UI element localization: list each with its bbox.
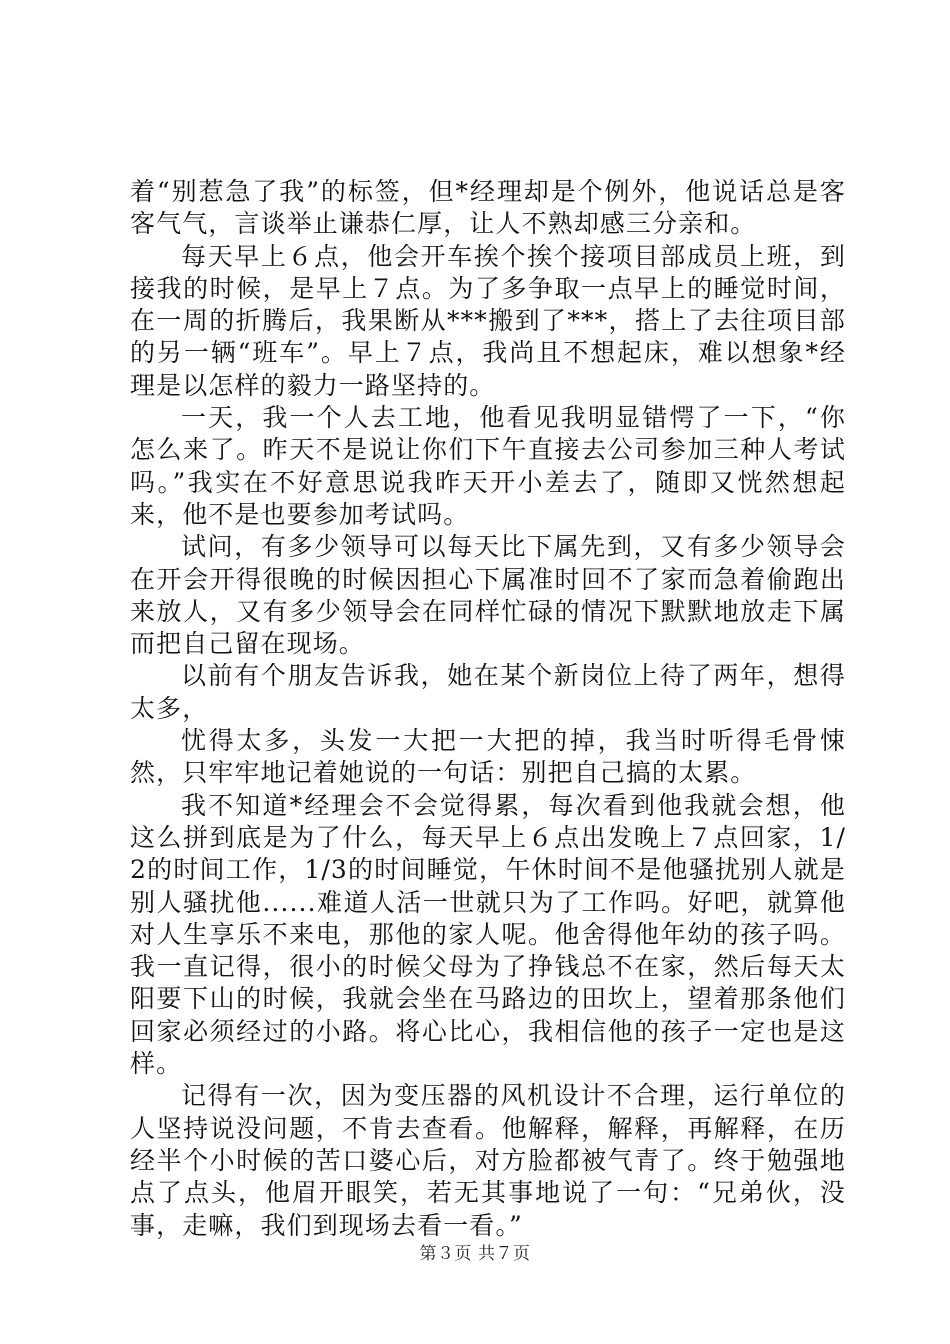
paragraph: 一天，我一个人去工地，他看见我明显错愕了一下，“你怎么来了。昨天不是说让你们下午直接去公司参加三种人考试吗。”我实在不好意思说我昨天开小差去了，随即又恍然想起来，他不是也要参加考试吗。 [130,403,846,529]
paragraph: 以前有个朋友告诉我，她在某个新岗位上待了两年，想得太多， [130,661,846,723]
paragraph: 着“别惹急了我”的标签，但*经理却是个例外，他说话总是客客气气，言谈举止谦恭仁厚，让人不熟却感三分亲和。 [130,177,846,239]
paragraph: 每天早上６点，他会开车挨个挨个接项目部成员上班，到接我的时候，是早上７点。为了多争取一点早上的睡觉时间，在一周的折腾后，我果断从***搬到了***，搭上了去往项目部的另一辆“班车”。早上７点，我尚且不想起床，难以想象*经理是以怎样的毅力一路坚持的。 [130,241,846,400]
paragraph: 试问，有多少领导可以每天比下属先到，又有多少领导会在开会开得很晚的时候因担心下属准时回不了家而急着偷跑出来放人，又有多少领导会在同样忙碌的情况下默默地放走下属而把自己留在现场。 [130,532,846,659]
paragraph: 忧得太多，头发一大把一大把的掉，我当时听得毛骨悚然，只牢牢地记着她说的一句话：别把自己搞的太累。 [130,726,846,788]
paragraph: 记得有一次，因为变压器的风机设计不合理，运行单位的人坚持说没问题，不肯去查看。他解释，解释，再解释，在历经半个小时候的苦口婆心后，对方脸都被气青了。终于勉强地点了点头，他眉开眼笑，若无其事地说了一句：“兄弟伙，没事，走嘛，我们到现场去看一看。” [130,1081,846,1240]
page-number-footer: 第３页 共７页 [419,1244,531,1264]
document-body [130,176,846,1242]
paragraph: 我不知道*经理会不会觉得累，每次看到他我就会想，他这么拼到底是为了什么，每天早上６点出发晚上７点回家，1/2的时间工作，1/3的时间睡觉，午休时间不是他骚扰别人就是别人骚扰他......难道人活一世就只为了工作吗。好吧，就算他对人生享乐不来电，那他的家人呢。他舍得他年幼的孩子吗。我一直记得，很小的时候父母为了挣钱总不在家，然后每天太阳要下山的时候，我就会坐在马路边的田坎上，望着那条他们回家必须经过的小路。将心比心，我相信他的孩子一定也是这样。 [130,790,846,1079]
